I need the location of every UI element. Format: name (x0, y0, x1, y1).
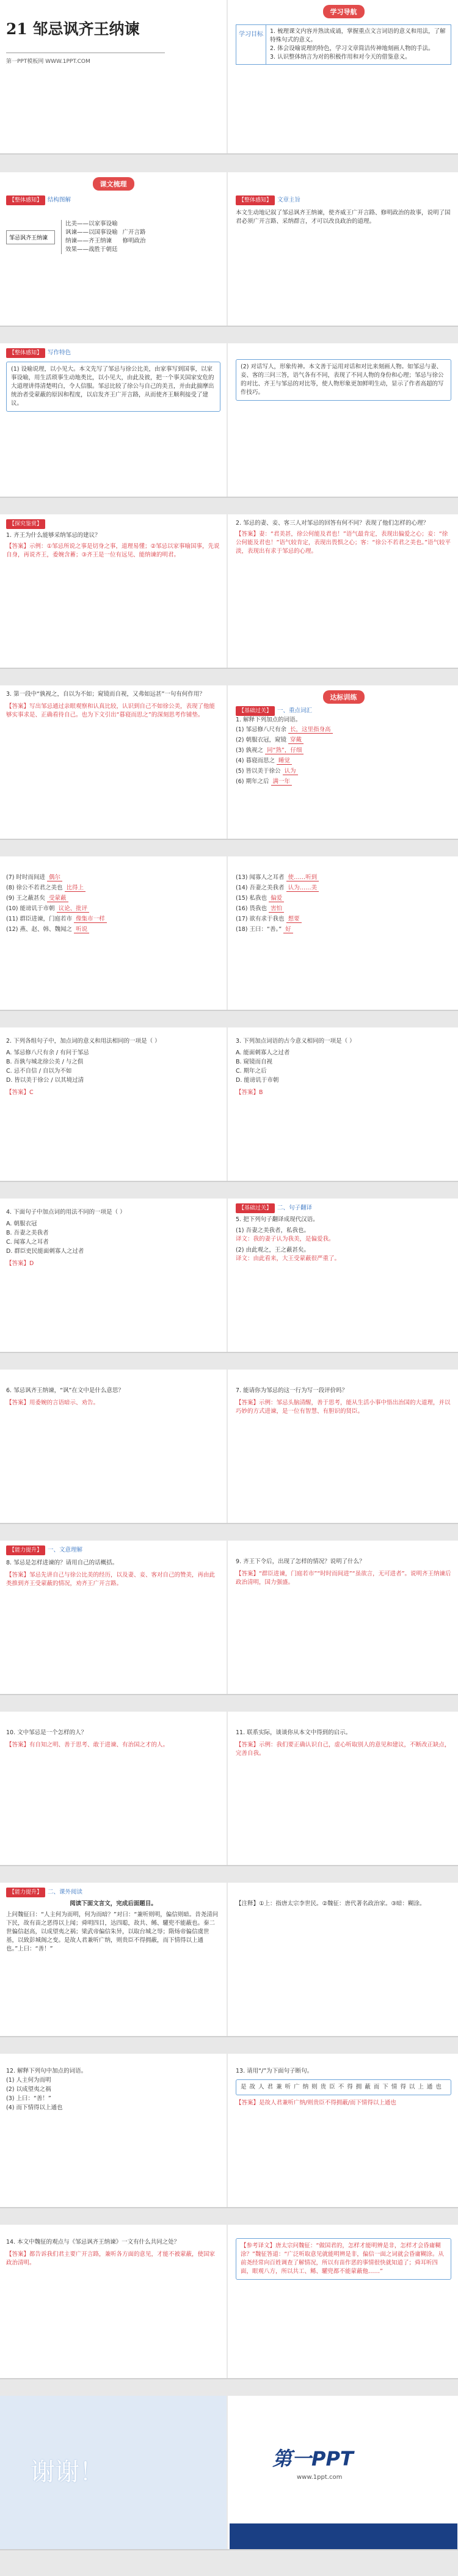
vocab-row: (15) 私我也 偏爱 (236, 893, 451, 903)
vocab-row: (11) 群臣进谏，门庭若市 像集市一样 (6, 914, 220, 924)
option: B. 吾孰与城北徐公美 / 与之俱 (6, 1059, 84, 1065)
vocab-panel-3 (230, 856, 457, 1011)
section-title: 结构图解 (48, 197, 71, 203)
sentence: (1) 吾妻之美我者，私我也。 (236, 1227, 310, 1234)
vocab-row: (14) 吾妻之美我者 认为……美 (236, 883, 451, 893)
slide-reading-q (0, 2054, 458, 2208)
slide-training-1 (0, 685, 458, 840)
choice-panel-2 (230, 1027, 457, 1182)
question: 1. 齐王为什么能够采纳邹忌的建议？ (6, 532, 101, 539)
brand-url: www.1ppt.com (297, 2474, 343, 2481)
ability-panel-3 (0, 1712, 228, 1866)
slide-reading-q2 (0, 2225, 458, 2379)
vocab-row: (16) 畏我也 害怕 (236, 903, 451, 914)
explore-panel-1 (0, 514, 228, 669)
question: 7. 能请你为邹忌的这一行为写一段评价吗？ (236, 1387, 348, 1394)
slide-overview (0, 172, 458, 327)
feature-text: (2) 对话写人，形象传神。本文善于运用对话和对比来刻画人物。如邹忌与妻、妾、客的三问三答，语气各有不同，表现了不同人物的身份和心理；邹忌与徐公的对比、齐王与邹忌的对比等，使人物形象更加鲜明生动，显示了作者高超的写作技巧。 (241, 363, 444, 396)
question: 13. 请用“/”为下面句子断句。 (236, 2068, 313, 2074)
option: A. 邹忌修八尺有余 / 有问于邹忌 (6, 1049, 89, 1056)
question: 6. 邹忌讽齐王纳谏，“讽”在文中是什么意思？ (6, 1387, 124, 1394)
answer: 【答案】邹忌先讲自己与徐公比美的经历，以及妻、妾、客对自己的赞美，再由此类推到齐王受蒙蔽的情况，劝齐王广开言路。 (6, 1572, 216, 1587)
vocab-row: (7) 时时而间进 偶尔 (6, 872, 220, 883)
section-tag: 【能力提升】 (6, 1545, 45, 1555)
title-panel (0, 0, 228, 155)
sentence: (2) 由此观之，王之蔽甚矣。 (236, 1247, 310, 1253)
map-node: 效果——战胜于朝廷 (65, 246, 118, 253)
structure-panel (0, 172, 228, 327)
vocab-panel (230, 685, 457, 840)
answer: 【答案】都告诉我们君主要广开言路，兼听各方面的意见，才能不被蒙蔽，使国家政治清明。 (6, 2251, 216, 2266)
option: A. 朝服衣冠 (6, 1220, 37, 1227)
choice-panel-3 (0, 1199, 228, 1353)
option: D. 皆以美于徐公 / 以其境过清 (6, 1077, 84, 1084)
reading-q-panel-1 (0, 2054, 228, 2208)
reading-q-panel-3 (0, 2225, 228, 2379)
answer: 【答案】妻：“君美甚，徐公何能及君也！”语气最肯定，表现出偏爱之心；妾：“徐公何能及君也！”语气较肯定，表现出畏惧之心；客：“徐公不若君之美也。”语气较平淡，表现出有求于邹忌的心理。 (236, 531, 451, 555)
goal-label: 学习目标 (236, 25, 266, 64)
sub-item: (1) 人主何为而明 (6, 2077, 51, 2084)
site-label: 第一PPT模板网 WWW.1PPT.COM (6, 59, 90, 65)
short-panel-2 (230, 1370, 457, 1524)
answer: 【答案】B (236, 1089, 263, 1096)
section-tag: 【整体感知】 (236, 195, 275, 205)
vocab-row: (5) 皆以美于徐公 认为 (236, 766, 451, 776)
theme-text: 本文生动地记叙了邹忌讽齐王纳谏，使齐威王广开言路、修明政治的故事，说明了国君必须广开言路、采纳群言，才可以改良政治的道理。 (236, 210, 451, 225)
question: 3. 下列加点词语的古今意义相同的一项是（ ） (236, 1038, 355, 1045)
answer: 【答案】C (6, 1089, 34, 1096)
reading-q-panel-2 (230, 2054, 457, 2208)
section-sub: 二、课外阅读 (48, 1889, 83, 1896)
question: 4. 下面句子中加点词的用法不同的一项是（ ） (6, 1209, 126, 1216)
slide-choice-1 (0, 1027, 458, 1182)
reading-panel (0, 1883, 228, 2037)
feature-panel-2 (230, 343, 457, 498)
translation-panel (230, 2225, 457, 2379)
question: 11. 联系实际，谈谈你从本文中得到的启示。 (236, 1729, 352, 1736)
map-node: 比美——以家事设喻 (65, 221, 118, 227)
slide-short-1 (0, 1370, 458, 1524)
answer: 【答案】D (6, 1260, 34, 1267)
option: C. 期年之后 (236, 1068, 267, 1075)
answer: 【答案】写出邹忌通过亲眼观察和认真比较，认识到自己不如徐公美，表现了他能够实事求是、正确看待自己。也为下文引出“暮寝而思之”的深刻思考作铺垫。 (6, 703, 216, 718)
slide-end (0, 2396, 458, 2550)
option: A. 能面刺寡人之过者 (236, 1049, 290, 1056)
translation: 译文：我的妻子认为我美，是偏爱我。 (236, 1236, 335, 1242)
thanks-panel (0, 2396, 228, 2550)
sub-item: (2) 以成望夷之祸 (6, 2086, 51, 2093)
punctuate-text: 是 故 人 君 兼 听 广 纳 则 贵 臣 不 得 拥 蔽 而 下 情 得 以 上 通 也 (241, 2084, 442, 2090)
thanks-text: 谢谢！ (31, 2458, 104, 2486)
notes-text: 【注释】①上：指唐太宗李世民。②魏征：唐代著名政治家。③暗：糊涂。 (236, 1900, 426, 1907)
sub-item: (4) 而下情得以上通也 (6, 2104, 63, 2111)
option: D. 群臣吏民能面刺寡人之过者 (6, 1248, 84, 1255)
ability-panel-4 (230, 1712, 457, 1866)
explore-panel-2 (230, 514, 457, 669)
structure-map (6, 220, 220, 254)
vocab-row: (9) 王之蔽甚矣 受蒙蔽 (6, 893, 220, 903)
option: D. 能谤讥于市朝 (236, 1077, 279, 1084)
ability-panel-2 (230, 1541, 457, 1695)
question: 3. 第一段中“孰视之，自以为不如；窥镜而自视，又弗如远甚”一句有何作用？ (6, 691, 205, 698)
section-title: 写作特色 (48, 349, 71, 356)
feature-panel-1 (0, 343, 228, 498)
question: 12. 解释下列句中加点的词语。 (6, 2068, 87, 2074)
map-node: 讽谏——以国事设喻 (65, 229, 118, 236)
vocab-row: (13) 闻寡人之耳者 使……听到 (236, 872, 451, 883)
brand-panel (230, 2396, 457, 2550)
vocab-row: (10) 能谤讥于市朝 议论、批评 (6, 903, 220, 914)
slide-training-2 (0, 856, 458, 1011)
question: 2. 下列各组句子中，加点词的意义和用法相同的一项是（ ） (6, 1038, 161, 1045)
option: B. 窥镜而自视 (236, 1059, 273, 1065)
section-tag: 【基础过关】 (236, 706, 275, 716)
section-title: 文章主旨 (277, 197, 301, 203)
question: 5. 把下列句子翻译成现代汉语。 (236, 1216, 319, 1223)
slide-ability-2 (0, 1712, 458, 1866)
translation: 译文：由此看来，大王受蒙蔽很严重了。 (236, 1255, 341, 1262)
section-tag: 【整体感知】 (6, 348, 45, 358)
section-sub: 二、句子翻译 (277, 1205, 313, 1211)
vocab-row: (6) 期年之后 满一年 (236, 776, 451, 787)
map-side: 修明政治 (122, 238, 146, 244)
translate-panel (230, 1199, 457, 1353)
section-tag: 【能力提升】 (6, 1888, 45, 1897)
lesson-title: 21 邹忌讽齐王纳谏 (6, 20, 140, 38)
section-tag: 【整体感知】 (6, 195, 45, 205)
answer: 【答案】示例：①邹忌所说之事是切身之事，道理易懂；②邹忌以家事喻国事，先说自身，再说齐王，委婉含蓄；③齐王是一位有远见、能纳谏的明君。 (6, 543, 220, 558)
question: 1. 解释下列加点的词语。 (236, 717, 302, 723)
theme-panel (230, 172, 457, 327)
map-center: 邹忌讽齐王纳谏 (6, 230, 55, 244)
guide-panel (230, 0, 457, 155)
goal-item: 1. 梳理课文内容并熟读成诵，掌握重点文言词语的意义和用法，了解特殊句式的意义。 (270, 28, 446, 43)
slide-features (0, 343, 458, 498)
vocab-row: (17) 欲有求于我也 想要 (236, 914, 451, 924)
question: 10. 文中邹忌是一个怎样的人？ (6, 1729, 87, 1736)
vocab-panel-2 (0, 856, 228, 1011)
section-sub: 一、重点词汇 (277, 707, 313, 714)
brand-footer (230, 2523, 457, 2550)
vocab-row: (4) 暮寝而思之 睡觉 (236, 756, 451, 766)
vocab-row: (18) 王曰：“善。” 好 (236, 924, 451, 935)
vocab-row: (12) 燕、赵、韩、魏闻之 听说 (6, 924, 220, 935)
notes-panel (230, 1883, 457, 2037)
goal-item: 2. 体会设喻说理的特色，学习文章简洁传神地刻画人物的手法。 (270, 45, 434, 52)
vocab-row: (1) 邹忌修八尺有余 长，这里指身高 (236, 724, 451, 735)
slide-choice-2 (0, 1199, 458, 1353)
brand-logo: 第一PPT (272, 2447, 354, 2470)
goal-item: 3. 认识整体纳言为对的积极作用和对今天的借鉴意义。 (270, 54, 411, 60)
training-banner: 达标训练 (323, 690, 365, 704)
slide-title (0, 0, 458, 155)
feature-text: (1) 设喻说理，以小见大。本文先写了邹忌与徐公比美，由家事写到国事，以家事设喻，用生活琐事生动地类比，以小见大，由此及彼，把一个事关国家安危的大道理讲得清楚明白，令人信服。邹忌比较了徐公与自己的美丑，并由此揣摩出统治者受蒙蔽的原因和程度，以启发齐王广开言路，从而使齐王顺利接受了建议。 (11, 366, 214, 407)
answer: 【答案】用委婉的言语暗示、劝告。 (6, 1399, 100, 1406)
question: 9. 齐王下令后，出现了怎样的情况？说明了什么？ (236, 1558, 365, 1565)
short-panel-1 (0, 1370, 228, 1524)
choice-panel-1 (0, 1027, 228, 1182)
option: C. 闻寡人之耳者 (6, 1239, 49, 1246)
vocab-row: (8) 徐公不若君之美也 比得上 (6, 883, 220, 893)
option: B. 吾妻之美我者 (6, 1230, 49, 1236)
option: C. 忌不自信 / 自以为不如 (6, 1068, 72, 1075)
answer: 【答案】“群臣进谏，门庭若市”“时时而间进”“虽欲言，无可进者”。说明齐王纳谏后政治清明，国力强盛。 (236, 1571, 451, 1586)
map-side: 广开言路 (122, 229, 146, 236)
reading-title: 阅读下面文言文，完成后面题目。 (70, 1900, 157, 1907)
reference-translation: 【参考译文】唐太宗问魏征：“做国君的，怎样才能明辨是非，怎样才会昏庸糊涂？”魏征答道：“广泛听取意见就能明辨是非，偏信一面之词就会昏庸糊涂。从前尧经常向百姓调查了解情况，所以有苗作恶的事情很快就知道了；舜耳听四面，眼观八方，所以共工、鲧、驩兜都不能蒙蔽他……” (241, 2242, 444, 2275)
question: 2. 邹忌的妻、妾、客三人对邹忌的回答有何不同？表现了他们怎样的心理？ (236, 520, 429, 527)
section-tag: 【基础过关】 (236, 1203, 275, 1213)
review-banner: 课文梳理 (93, 177, 134, 191)
answer: 【答案】示例：我们要正确认识自己，虚心听取别人的意见和建议，不断改正缺点，完善自我。 (236, 1742, 451, 1757)
slide-reading (0, 1883, 458, 2037)
vocab-row: (2) 朝服衣冠，窥镜 穿戴 (236, 735, 451, 745)
slide-ability-1 (0, 1541, 458, 1695)
ability-panel-1 (0, 1541, 228, 1695)
reading-text: 上问魏征曰：“人主何为而明，何为而暗？”对曰：“兼听则明，偏信则暗。昔尧清问下民，故有苗之恶得以上闻；舜明四目，达四聪，故共、鲧、驩兜不能蔽也。秦二世偏信赵高，以成望夷之祸；梁武帝偏信朱异，以取台城之辱；隋炀帝偏信虞世基，以致彭城阁之变。是故人君兼听广纳，则贵臣不得拥蔽，而下情得以上通也。”上曰：“善！” (6, 1911, 219, 1952)
answer: 【答案】示例：邹忌头脑清醒，善于思考，能从生活小事中悟出治国的大道理，并以巧妙的方式进谏，是一位有智慧、有胆识的贤臣。 (236, 1399, 451, 1415)
answer: 【答案】有自知之明、善于思考、敢于进谏、有治国之才的人。 (6, 1742, 169, 1748)
vocab-row: (3) 孰视之 同“熟”，仔细 (236, 745, 451, 756)
explore-panel-3 (0, 685, 228, 840)
goal-box (236, 24, 451, 65)
sub-item: (3) 上曰：“善！” (6, 2095, 51, 2102)
question: 14. 本文中魏征的观点与《邹忌讽齐王纳谏》一文有什么共同之处？ (6, 2239, 180, 2246)
answer: 【答案】是故人君兼听广纳/则贵臣不得拥蔽/而下情得以上通也 (236, 2100, 396, 2106)
section-sub: 一、文意理解 (48, 1547, 83, 1553)
guide-banner: 学习导航 (323, 5, 365, 18)
section-tag: 【探究鉴赏】 (6, 519, 45, 529)
slide-explore (0, 514, 458, 669)
question: 8. 邹忌是怎样进谏的？请用自己的话概括。 (6, 1560, 118, 1566)
map-node: 纳谏——齐王纳谏 (65, 238, 112, 244)
